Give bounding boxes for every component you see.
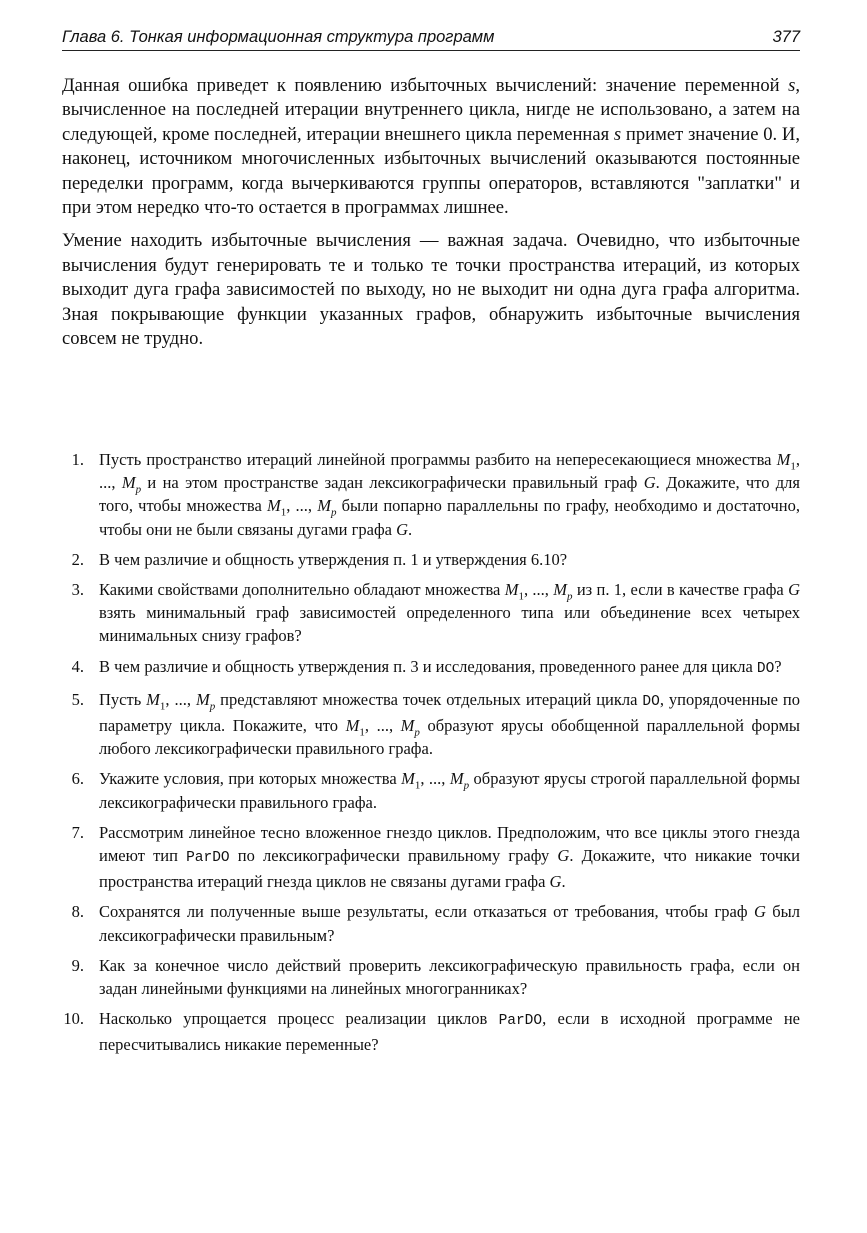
exercise-number: 5.: [71, 689, 84, 709]
subscript-text: p: [330, 506, 337, 519]
chapter-title: Глава 6. Тонкая информационная структура программ: [62, 28, 495, 46]
text-run: были попарно параллельны по графу, необходимо и достаточно, чтобы они не были связаны дугами графа: [99, 496, 800, 539]
text-run: , упорядоченные по параметру цикла. Покажите, что: [99, 689, 800, 736]
exercise-text: [99, 1009, 800, 1054]
exercise-number: 3.: [71, 580, 84, 600]
page-number: 377: [772, 28, 800, 46]
text-run: . Докажите, что никакие точки пространства итераций гнезда циклов не связаны дугами графа: [99, 846, 800, 892]
italic-text: G: [788, 580, 800, 600]
text-run: , ...,: [420, 769, 450, 789]
text-run: ?: [774, 656, 782, 676]
exercise-text: [99, 550, 567, 569]
page: [62, 28, 801, 1055]
subscript-text: p: [209, 700, 216, 713]
italic-text: G: [549, 872, 562, 892]
italic-text: M: [146, 689, 160, 709]
exercise-text: [99, 823, 800, 891]
text-run: по лексикографически правильному графу: [229, 846, 558, 866]
text-run: .: [408, 519, 413, 539]
text-run: Какими свойствами дополнительно обладают множества: [99, 580, 505, 600]
exercise-item: [62, 548, 800, 571]
text-run: Как за конечное число действий проверить лексикографическую правильность графа, если он задан линейными функциями на линейных многогранниках?: [99, 955, 800, 999]
italic-text: M: [317, 496, 331, 516]
subscript-text: 1: [159, 700, 166, 713]
text-run: был лексикографически правильным?: [99, 902, 800, 945]
italic-text: G: [753, 902, 766, 922]
code-text: ParDO: [186, 850, 230, 867]
exercise-text: [99, 956, 800, 998]
exercise-number: 9.: [71, 955, 84, 975]
exercise-number: 10.: [63, 1009, 84, 1029]
exercise-item: [62, 655, 800, 681]
subscript-text: 1: [518, 590, 524, 603]
exercise-item: [62, 688, 800, 761]
subscript-text: p: [135, 483, 142, 496]
exercise-text: [99, 902, 800, 944]
exercise-number: 6.: [71, 769, 84, 789]
text-run: , если в исходной программе не пересчитывались никакие переменные?: [99, 1009, 800, 1055]
exercise-item: [62, 954, 800, 1000]
italic-text: M: [266, 496, 281, 516]
text-run: Насколько упрощается процесс реализации циклов: [99, 1009, 499, 1029]
exercise-text: [99, 769, 800, 811]
code-text: ParDO: [498, 1013, 543, 1030]
italic-text: M: [504, 580, 519, 600]
text-run: Умение находить избыточные вычисления — важная задача. Очевидно, что избыточные вычисления будут генерировать те и только те точки пространства итераций, из которых выходит дуга графа зависимостей по выходу, но не выходит ни одна дуга графа алгоритма. Зная покрывающие функции указанных графов, обнаружить избыточные вычисления совсем не трудно.: [62, 230, 800, 350]
exercise-text: [99, 580, 800, 645]
text-run: , ...,: [523, 580, 554, 600]
italic-text: M: [195, 689, 210, 709]
text-run: , вычисленное на последней итерации внутреннего цикла, нигде не использовано, а затем на следующей, кроме последней, итерации внешнего цикла переменная: [62, 75, 800, 145]
text-run: Сохранятся ли полученные выше результаты, если отказаться от требования, чтобы граф: [99, 902, 754, 922]
exercise-item: [62, 821, 800, 894]
text-run: , ...,: [364, 716, 401, 736]
code-text: DO: [642, 693, 660, 710]
text-run: образуют ярусы обобщенной параллельной формы любого лексикографически правильного графа.: [99, 716, 800, 759]
text-run: и на этом пространстве задан лексикографически правильный граф: [141, 473, 644, 493]
italic-text: M: [776, 450, 791, 469]
text-run: , ...,: [165, 689, 196, 709]
subscript-text: p: [463, 779, 470, 792]
text-run: примет значение 0. И, наконец, источником многочисленных избыточных вычислений оказываются постоянные переделки программ, когда вычеркиваются группы операторов, вставляются "заплатки" и при этом нередко что-то остается в программах лишнее.: [62, 123, 800, 219]
subscript-text: p: [567, 590, 573, 603]
text-run: Пусть: [99, 689, 147, 709]
exercise-item: [62, 1007, 800, 1056]
exercise-item: [62, 448, 800, 541]
italic-text: M: [121, 473, 136, 493]
italic-text: G: [396, 519, 409, 539]
exercise-number: 1.: [71, 450, 84, 469]
subscript-text: 1: [790, 460, 796, 473]
text-run: В чем различие и общность утверждения п. 3 и исследования, проведенного ранее для цикла: [99, 656, 757, 676]
italic-text: G: [643, 473, 656, 493]
subscript-text: 1: [414, 779, 421, 792]
exercise-item: [62, 578, 800, 648]
text-run: Рассмотрим линейное тесно вложенное гнездо циклов. Предположим, что все циклы этого гнезда имеют тип: [99, 822, 800, 866]
exercise-number: 7.: [71, 822, 84, 842]
italic-text: M: [553, 580, 567, 600]
italic-text: M: [345, 716, 360, 736]
italic-text: s: [788, 75, 796, 96]
running-header: [62, 28, 800, 51]
exercise-number: 4.: [71, 656, 84, 676]
text-run: из п. 1, если в качестве графа: [572, 580, 789, 600]
text-run: Данная ошибка приведет к появлению избыточных вычислений: значение переменной: [62, 75, 789, 96]
subscript-text: 1: [359, 726, 365, 739]
italic-text: G: [557, 846, 570, 866]
text-run: образуют ярусы строгой параллельной формы лексикографически правильного графа.: [99, 769, 801, 812]
text-run: , ...,: [99, 450, 800, 493]
exercise-text: [99, 450, 800, 539]
text-run: взять минимальный граф зависимостей определенного типа или объединение всех четырех минимальных снизу графов?: [99, 603, 800, 646]
exercise-number: 8.: [71, 902, 84, 922]
subscript-text: 1: [280, 506, 287, 519]
subscript-text: p: [414, 726, 420, 739]
exercise-item: [62, 767, 800, 813]
text-run: В чем различие и общность утверждения п. 1 и утверждения 6.10?: [99, 549, 568, 569]
text-run: . Докажите, что для того, чтобы множества: [99, 473, 801, 516]
italic-text: s: [613, 123, 622, 145]
exercise-number: 2.: [71, 549, 84, 569]
text-run: Укажите условия, при которых множества: [99, 769, 402, 789]
text-run: .: [561, 872, 566, 892]
italic-text: M: [449, 769, 464, 789]
italic-text: M: [400, 716, 415, 736]
text-run: представляют множества точек отдельных итераций цикла: [215, 689, 643, 709]
exercise-item: [62, 900, 800, 946]
exercise-text: [99, 657, 782, 676]
text-run: , ...,: [286, 496, 318, 516]
text-run: Пусть пространство итераций линейной программы разбито на непересекающиеся множества: [99, 450, 777, 469]
exercise-text: [99, 690, 800, 758]
body-paragraph: [62, 74, 800, 220]
italic-text: M: [401, 769, 415, 789]
body-paragraph: [62, 229, 800, 351]
code-text: DO: [756, 660, 775, 677]
exercise-list: [62, 448, 800, 1064]
